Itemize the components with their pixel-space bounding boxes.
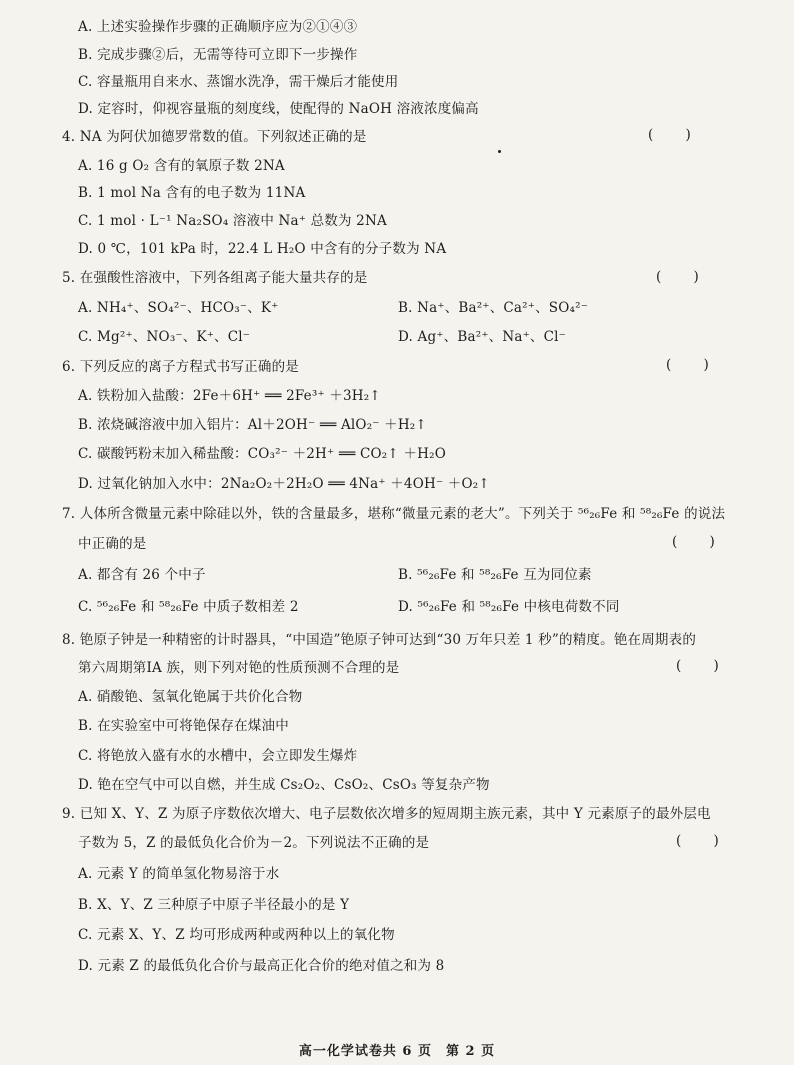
q3-option-c: C. 容量瓶用自来水、蒸馏水洗净，需干燥后才能使用 [78,74,399,90]
q9-option-a: A. 元素 Y 的简单氢化物易溶于水 [78,866,280,882]
q4-stem: 4. NA 为阿伏加德罗常数的值。下列叙述正确的是 [62,129,367,145]
q8-option-d: D. 铯在空气中可以自燃，并生成 Cs₂O₂、CsO₂、CsO₃ 等复杂产物 [78,777,490,793]
q8-option-c: C. 将铯放入盛有水的水槽中，会立即发生爆炸 [78,748,358,764]
ink-dot [498,150,501,153]
q5-option-b: B. Na⁺、Ba²⁺、Ca²⁺、SO₄²⁻ [398,300,589,316]
q7-option-c: C. ⁵⁶₂₆Fe 和 ⁵⁸₂₆Fe 中质子数相差 2 [78,599,299,615]
q8-option-a: A. 硝酸铯、氢氧化铯属于共价化合物 [78,689,303,705]
q3-option-d: D. 定容时，仰视容量瓶的刻度线，使配得的 NaOH 溶液浓度偏高 [78,101,479,117]
q6-stem: 6. 下列反应的离子方程式书写正确的是 [62,359,299,375]
q7-option-b: B. ⁵⁶₂₆Fe 和 ⁵⁸₂₆Fe 互为同位素 [398,567,592,583]
q5-stem: 5. 在强酸性溶液中，下列各组离子能大量共存的是 [62,270,368,286]
q4-answer-blank: ( ) [648,127,705,143]
q4-option-c: C. 1 mol · L⁻¹ Na₂SO₄ 溶液中 Na⁺ 总数为 2NA [78,213,387,229]
q9-option-b: B. X、Y、Z 三种原子中原子半径最小的是 Y [78,897,350,913]
q4-option-b: B. 1 mol Na 含有的电子数为 11NA [78,185,306,201]
q9-option-c: C. 元素 X、Y、Z 均可形成两种或两种以上的氧化物 [78,927,395,943]
q6-option-c: C. 碳酸钙粉末加入稀盐酸：CO₃²⁻ ＋2H⁺ ══ CO₂↑ ＋H₂O [78,446,446,462]
q5-option-c: C. Mg²⁺、NO₃⁻、K⁺、Cl⁻ [78,329,251,345]
q6-option-a: A. 铁粉加入盐酸：2Fe＋6H⁺ ══ 2Fe³⁺ ＋3H₂↑ [78,388,381,404]
q8-answer-blank: ( ) [676,658,733,674]
q8-stem-line1: 8. 铯原子钟是一种精密的计时器具，“中国造”铯原子钟可达到“30 万年只差 1 秒”的精度。铯在周期表的 [62,632,697,648]
q3-option-a: A. 上述实验操作步骤的正确顺序应为②①④③ [78,19,358,35]
q9-stem-line2: 子数为 5，Z 的最低负化合价为－2。下列说法不正确的是 [78,835,430,851]
q6-answer-blank: ( ) [666,357,723,373]
q9-option-d: D. 元素 Z 的最低负化合价与最高正化合价的绝对值之和为 8 [78,958,445,974]
q7-option-a: A. 都含有 26 个中子 [78,567,206,583]
q5-answer-blank: ( ) [656,269,713,285]
q7-stem-line1: 7. 人体所含微量元素中除硅以外，铁的含量最多，堪称“微量元素的老大”。下列关于 ⁵⁶₂₆Fe 和 ⁵⁸₂₆Fe 的说法 [62,506,726,522]
q7-option-d: D. ⁵⁶₂₆Fe 和 ⁵⁸₂₆Fe 中核电荷数不同 [398,599,620,615]
q8-option-b: B. 在实验室中可将铯保存在煤油中 [78,718,289,734]
q6-option-d: D. 过氧化钠加入水中：2Na₂O₂＋2H₂O ══ 4Na⁺ ＋4OH⁻ ＋O₂↑ [78,476,490,492]
q7-stem-line2: 中正确的是 [78,536,147,552]
q3-option-b: B. 完成步骤②后，无需等待可立即下一步操作 [78,47,358,63]
q9-stem-line1: 9. 已知 X、Y、Z 为原子序数依次增大、电子层数依次增多的短周期主族元素，其中 Y 元素原子的最外层电 [62,806,711,822]
q5-option-a: A. NH₄⁺、SO₄²⁻、HCO₃⁻、K⁺ [78,300,279,316]
q6-option-b: B. 浓烧碱溶液中加入铝片：Al＋2OH⁻ ══ AlO₂⁻ ＋H₂↑ [78,417,427,433]
q8-stem-line2: 第六周期第ⅠA 族，则下列对铯的性质预测不合理的是 [78,660,400,676]
q7-answer-blank: ( ) [672,534,729,550]
page-footer: 高一化学试卷共 6 页 第 2 页 [298,1044,496,1059]
q9-answer-blank: ( ) [676,833,733,849]
q4-option-d: D. 0 ℃，101 kPa 时，22.4 L H₂O 中含有的分子数为 NA [78,241,447,257]
q5-option-d: D. Ag⁺、Ba²⁺、Na⁺、Cl⁻ [398,329,567,345]
q4-option-a: A. 16 g O₂ 含有的氧原子数 2NA [78,158,285,174]
